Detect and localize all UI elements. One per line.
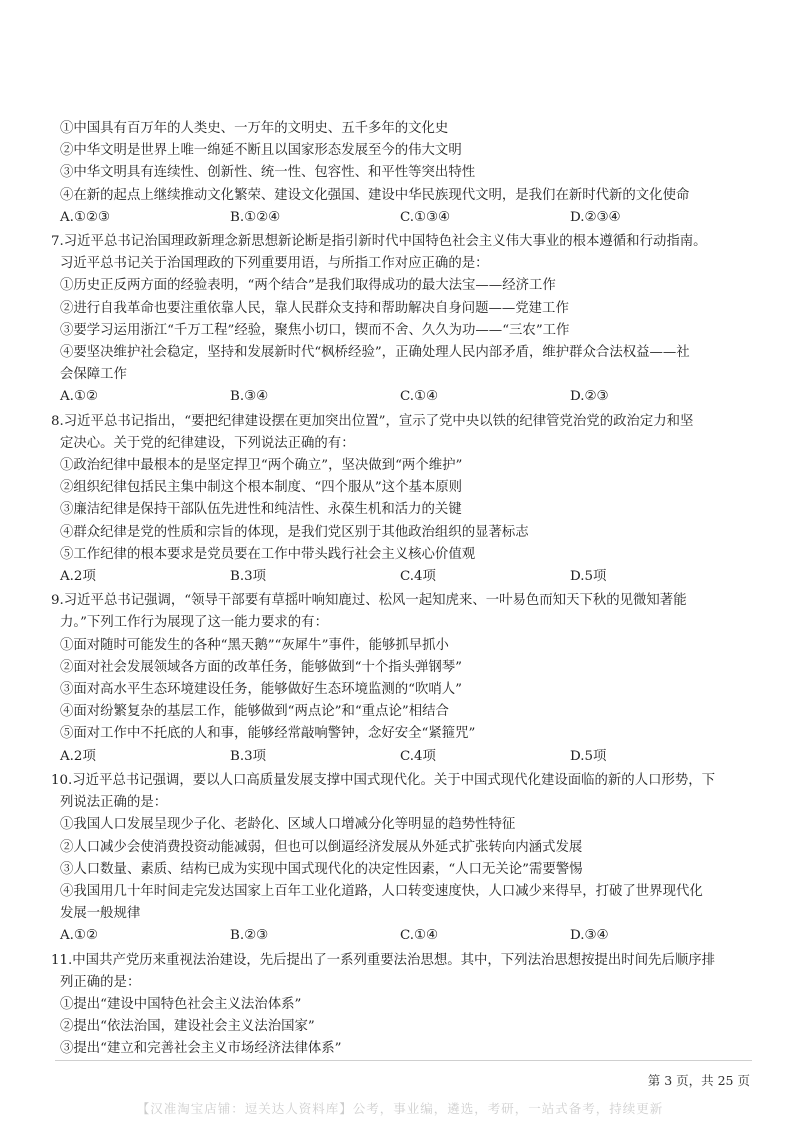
footer-divider — [55, 1060, 752, 1061]
statement: ②组织纪律包括民主集中制这个根本制度、“四个服从”这个基本原则 — [60, 480, 463, 496]
option-b: B.3项 — [230, 748, 267, 764]
option-a: A.①②③ — [60, 209, 110, 225]
option-c: C.①③④ — [400, 209, 451, 225]
option-c: C.4项 — [400, 569, 436, 585]
question-stem: 9.习近平总书记强调，“领导干部要有草摇叶响知鹿过、松风一起知虎来、一叶易色而知天下秋的见微知著能 — [51, 593, 687, 609]
option-d: D.②③④ — [570, 209, 621, 225]
statement: ③人口数量、素质、结构已成为实现中国式现代化的决定性因素，“人口无关论”需要警惕 — [60, 861, 583, 877]
option-b: B.②③ — [230, 928, 269, 944]
statement: ④要坚决维护社会稳定，坚持和发展新时代“枫桥经验”，正确处理人民内部矛盾，维护群众合法权益——社 — [60, 345, 690, 361]
option-b: B.①②④ — [230, 209, 281, 225]
page-number: 第 3 页，共 25 页 — [647, 1073, 750, 1088]
question-stem: 力。”下列工作行为展现了这一能力要求的有： — [60, 615, 328, 631]
answer-options — [60, 566, 750, 588]
question-8 — [51, 411, 750, 589]
statement: ②进行自我革命也要注重依靠人民，靠人民群众支持和帮助解决自身问题——党建工作 — [60, 300, 569, 316]
question-stem: 列说法正确的是： — [60, 795, 168, 811]
statement: ①提出“建设中国特色社会主义法治体系” — [60, 996, 302, 1012]
question-stem: 10.习近平总书记强调，要以人口高质量发展支撑中国式现代化。关于中国式现代化建设面临的新的人口形势，下 — [51, 772, 716, 788]
statement: ②面对社会发展领域各方面的改革任务，能够做到“十个指头弹钢琴” — [60, 659, 463, 675]
watermark-text: 【汉准淘宝店铺：逗关达人资料库】公考，事业编，遴选，考研，一站式备考，持续更新 — [136, 1101, 664, 1116]
question-stem: 定决心。关于党的纪律建设，下列说法正确的有： — [60, 435, 355, 451]
statement: ①政治纪律中最根本的是坚定捍卫“两个确立”，坚决做到“两个维护” — [60, 458, 463, 474]
question-6-tail — [60, 118, 750, 229]
statement: ③面对高水平生态环境建设任务，能够做好生态环境监测的“吹哨人” — [60, 682, 463, 698]
statement: ④我国用几十年时间走完发达国家上百年工业化道路，人口转变速度快，人口减少来得早，打破了世界现代化 — [60, 883, 703, 899]
statement: ⑤面对工作中不托底的人和事，能够经常敲响警钟，念好安全“紧箍咒” — [60, 726, 476, 742]
question-stem: 8.习近平总书记指出，“要把纪律建设摆在更加突出位置”，宣示了党中央以铁的纪律管党治党的政治定力和坚 — [51, 413, 694, 429]
statement: ④面对纷繁复杂的基层工作，能够做到“两点论”和“重点论”相结合 — [60, 704, 449, 720]
option-b: B.③④ — [230, 389, 269, 405]
answer-options — [60, 207, 750, 229]
document-page — [51, 118, 750, 1061]
question-7 — [51, 231, 750, 409]
question-stem: 列正确的是： — [60, 974, 141, 990]
statement: ②人口减少会使消费投资动能减弱，但也可以倒逼经济发展从外延式扩张转向内涵式发展 — [60, 839, 583, 855]
question-stem: 7.习近平总书记治国理政新理念新思想新论断是指引新时代中国特色社会主义伟大事业的根本遵循和行动指南。 — [51, 234, 707, 250]
statement: ①我国人口发展呈现少子化、老龄化、区域人口增减分化等明显的趋势性特征 — [60, 817, 516, 833]
question-stem: 习近平总书记关于治国理政的下列重要用语，与所指工作对应正确的是： — [60, 256, 489, 272]
option-d: D.③④ — [570, 928, 609, 944]
option-a: A.①② — [60, 389, 98, 405]
answer-options — [60, 925, 750, 947]
statement: ②中华文明是世界上唯一绵延不断且以国家形态发展至今的伟大文明 — [60, 143, 462, 159]
option-d: D.5项 — [570, 569, 607, 585]
option-c: C.①④ — [400, 389, 439, 405]
statement: ①历史正反两方面的经验表明，“两个结合”是我们取得成功的最大法宝——经济工作 — [60, 278, 556, 294]
question-9 — [51, 590, 750, 768]
statement: ①面对随时可能发生的各种“黑天鹅”“灰犀牛”事件，能够抓早抓小 — [60, 637, 449, 653]
statement: ③中华文明具有连续性、创新性、统一性、包容性、和平性等突出特性 — [60, 165, 476, 181]
statement: 发展一般规律 — [60, 906, 141, 922]
statement: 会保障工作 — [60, 367, 127, 383]
question-10 — [51, 770, 750, 948]
statement: ④在新的起点上继续推动文化繁荣、建设文化强国、建设中华民族现代文明，是我们在新时代新的文化使命 — [60, 187, 690, 203]
answer-options — [60, 746, 750, 768]
option-c: C.①④ — [400, 928, 439, 944]
option-c: C.4项 — [400, 748, 436, 764]
option-a: A.①② — [60, 928, 98, 944]
statement: ③廉洁纪律是保持干部队伍先进性和纯洁性、永葆生机和活力的关键 — [60, 502, 462, 518]
option-d: D.②③ — [570, 389, 609, 405]
option-b: B.3项 — [230, 569, 267, 585]
statement: ②提出“依法治国，建设社会主义法治国家” — [60, 1019, 315, 1035]
statement: ③要学习运用浙江“千万工程”经验，聚焦小切口，锲而不舍、久久为功——“三农”工作 — [60, 322, 570, 338]
option-d: D.5项 — [570, 748, 607, 764]
answer-options — [60, 386, 750, 408]
question-11 — [51, 950, 750, 1061]
statement: ⑤工作纪律的根本要求是党员要在工作中带头践行社会主义核心价值观 — [60, 546, 476, 562]
statement: ①中国具有百万年的人类史、一万年的文明史、五千多年的文化史 — [60, 121, 449, 136]
option-a: A.2项 — [60, 748, 96, 764]
statement: ④群众纪律是党的性质和宗旨的体现，是我们党区别于其他政治组织的显著标志 — [60, 524, 529, 540]
option-a: A.2项 — [60, 569, 96, 585]
statement: ③提出“建立和完善社会主义市场经济法律体系” — [60, 1041, 342, 1057]
question-stem: 11.中国共产党历来重视法治建设，先后提出了一系列重要法治思想。其中，下列法治思想按提出时间先后顺序排 — [51, 952, 716, 968]
